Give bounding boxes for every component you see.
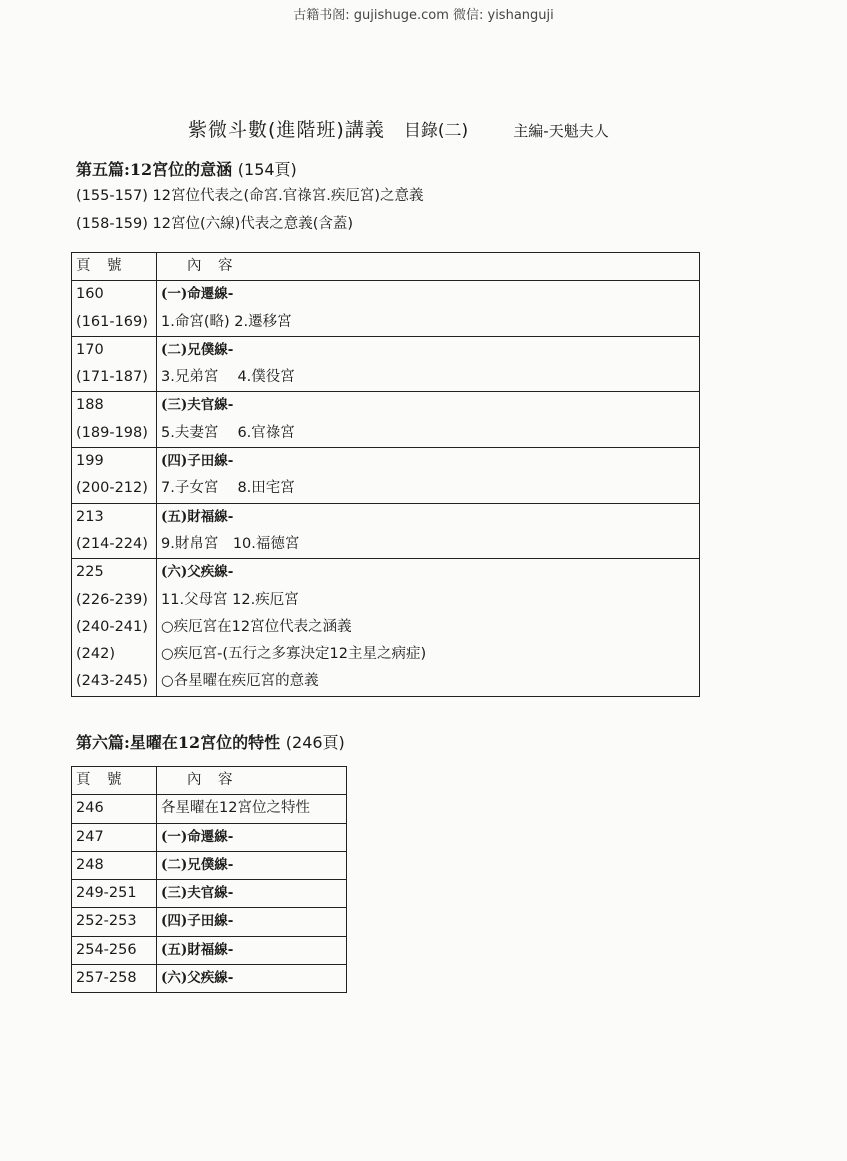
row-content: 11.父母宮 12.疾厄宮 [161,591,299,608]
section5-intro-line-2: (158-159) 12宮位(六線)代表之意義(含蓋) [76,216,354,232]
section5-title: 第五篇:12宮位的意涵 [76,160,233,179]
table-row [72,880,347,908]
section6-heading [76,730,345,753]
page-title-row [188,115,609,142]
row-content: ○疾厄宮-(五行之多寡決定12主星之病症) [161,646,427,663]
table-row [72,965,347,993]
table-row [72,559,700,587]
row-page: (243-245) [72,668,157,696]
table-row [72,668,700,696]
table-row [72,936,347,964]
table-row [72,503,700,531]
section5-table [71,252,700,697]
watermark-text: 古籍书阁: gujishuge.com 微信: yishanguji [293,8,554,23]
row-content: 3.兄弟宮 4.僕役宮 [157,364,700,392]
row-content: (五)財福線- [161,508,234,525]
table-row [72,587,700,614]
row-content: (四)子田線- [157,908,347,936]
row-content: ○各星曜在疾厄宮的意義 [161,673,319,690]
row-content: 7.子女宮 8.田宅宮 [157,475,700,503]
table-header-row [72,253,700,281]
table-row [72,823,347,851]
row-page: (214-224) [72,531,157,559]
row-page: 225 [72,559,157,587]
table-row [72,392,700,420]
row-page: 160 [72,281,157,309]
row-page: (161-169) [72,309,157,337]
col-header-page: 頁 號 [72,767,157,795]
section6-page-ref: (246頁) [285,733,345,752]
table-row [72,281,700,309]
row-page: 252-253 [72,908,157,936]
row-content: 1.命宮(略) 2.遷移宮 [157,309,700,337]
row-page: 247 [72,823,157,851]
table-row [72,614,700,641]
row-content: ○疾厄宮在12宮位代表之涵義 [161,618,352,635]
row-content: (二)兄僕線- [157,851,347,879]
row-page: (242) [72,641,157,668]
document-title: 紫微斗數(進階班)講義 [188,119,385,141]
table-row [72,364,700,392]
table-row [72,420,700,448]
section5-intro-line-1: (155-157) 12宮位代表之(命宮.官祿宮.疾厄宮)之意義 [76,188,424,204]
row-page: 188 [72,392,157,420]
row-page: 246 [72,795,157,823]
table-row [72,795,347,823]
row-page: (226-239) [72,587,157,614]
row-page: (171-187) [72,364,157,392]
row-content: 5.夫妻宮 6.官祿宮 [157,420,700,448]
section6-table [71,766,347,993]
row-content: 9.財帛宮 10.福德宮 [157,531,700,559]
col-header-content: 內 容 [157,253,700,281]
row-content: (二)兄僕線- [161,341,234,358]
row-content: 各星曜在12宮位之特性 [157,795,347,823]
row-page: 213 [72,503,157,531]
table-row [72,336,700,364]
toc-subtitle: 目錄(二) [403,121,469,141]
section5-page-ref: (154頁) [237,160,297,179]
editor-credit: 主編-天魁夫人 [513,122,609,140]
row-page: (240-241) [72,614,157,641]
row-page: (200-212) [72,475,157,503]
row-page: 248 [72,851,157,879]
table-row [72,851,347,879]
table-row [72,641,700,668]
row-page: 257-258 [72,965,157,993]
row-content: (六)父疾線- [157,965,347,993]
table-row [72,448,700,476]
col-header-content: 內 容 [157,767,347,795]
row-content: (四)子田線- [161,453,234,470]
row-content: (一)命遷線- [161,286,234,303]
table-row [72,908,347,936]
row-content: (六)父疾線- [161,564,234,581]
row-page: 199 [72,448,157,476]
table-row [72,309,700,337]
row-content: (一)命遷線- [157,823,347,851]
table-row [72,475,700,503]
table-header-row [72,767,347,795]
section5-heading [76,157,297,180]
col-header-page: 頁 號 [72,253,157,281]
section6-title: 第六篇:星曜在12宮位的特性 [76,733,281,752]
row-page: 249-251 [72,880,157,908]
row-page: 254-256 [72,936,157,964]
row-content: (五)財福線- [157,936,347,964]
table-row [72,531,700,559]
row-page: 170 [72,336,157,364]
row-content: (三)夫官線- [157,880,347,908]
row-content: (三)夫官線- [161,397,234,414]
row-page: (189-198) [72,420,157,448]
